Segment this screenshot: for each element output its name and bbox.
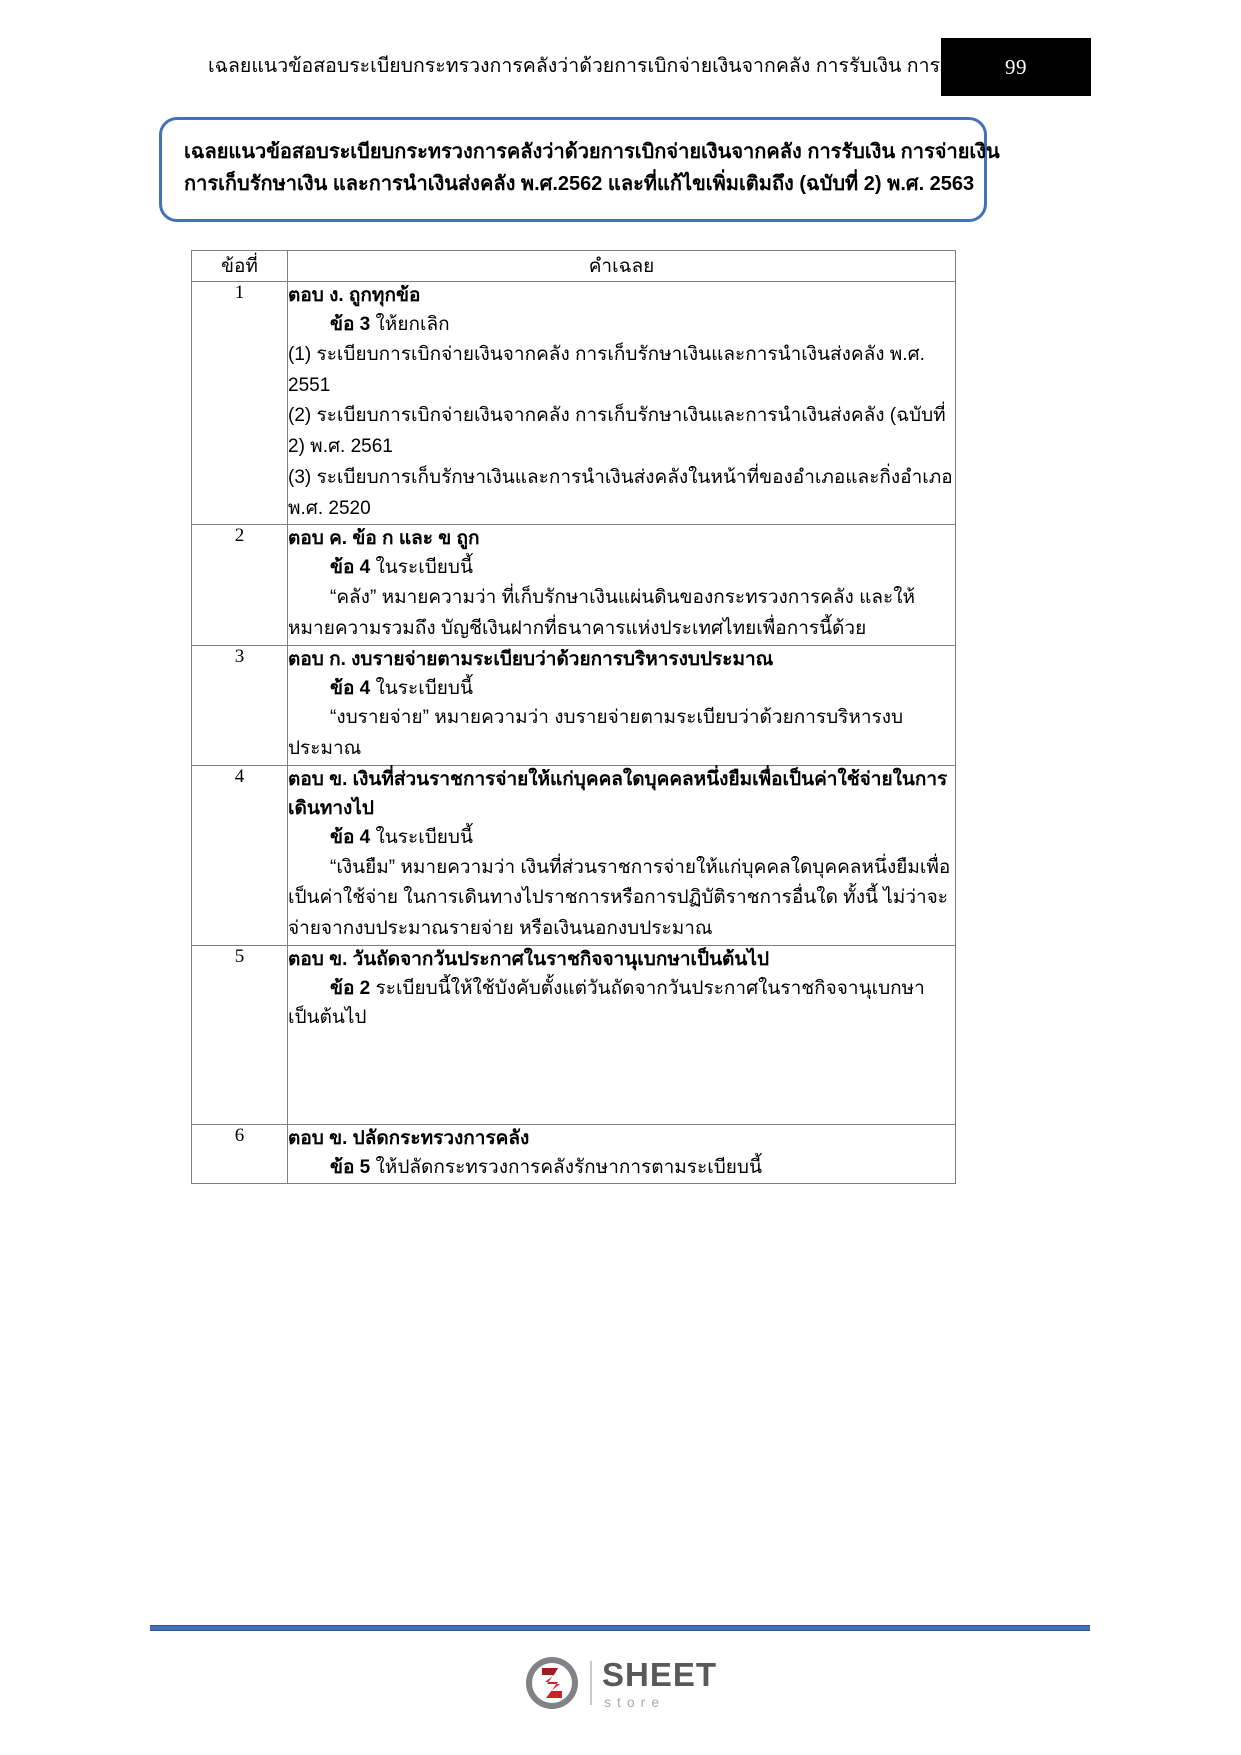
logo-primary-text: SHEET (601, 1655, 718, 1693)
table-row (192, 525, 956, 645)
answer-statement: ตอบ ข. ปลัดกระทรวงการคลัง (288, 1128, 530, 1150)
regulation-clause: ข้อ 2 (330, 977, 371, 999)
table-row (192, 645, 956, 765)
regulation-reference (288, 675, 955, 704)
answer-statement: ตอบ ข. เงินที่ส่วนราชการจ่ายให้แก่บุคคลใดบุคคลหนึ่งยืมเพื่อเป็นค่าใช้จ่ายในการเดินทางไป (288, 768, 948, 819)
regulation-clause-text: ในระเบียบนี้ (375, 826, 473, 848)
document-title-box (159, 117, 1000, 222)
row-answer-cell (288, 1125, 956, 1184)
logo-divider (590, 1661, 592, 1705)
regulation-reference (288, 311, 955, 340)
row-answer-cell (288, 945, 956, 1125)
sheet-store-logo-icon (524, 1655, 580, 1711)
regulation-clause: ข้อ 4 (330, 557, 371, 579)
answer-body-line: “เงินยืม” หมายความว่า เงินที่ส่วนราชการจ่ายให้แก่บุคคลใดบุคคลหนึ่งยืมเพื่อเป็นค่าใช้จ่าย ในการเดินทางไปราชการหรือการปฏิบัติราชการอื่นใด ทั้งนี้ ไม่ว่าจะจ่ายจากงบประมาณรายจ่าย หรือเงินนอกงบประมาณ (288, 856, 951, 940)
column-header-answer: คำเฉลย (288, 251, 956, 282)
document-title-line-2: การเก็บรักษาเงิน และการนำเงินส่งคลัง พ.ศ.2562 และที่แก้ไขเพิ่มเติมถึง (ฉบับที่ 2) พ.ศ. 2563 (184, 173, 975, 196)
row-item-number: 3 (192, 645, 288, 765)
running-header-title: เฉลยแนวข้อสอบระเบียบกระทรวงการคลังว่าด้วยการเบิกจ่ายเงินจากคลัง การรับเงิน การ (208, 55, 940, 77)
regulation-clause: ข้อ 3 (330, 313, 371, 335)
regulation-clause-text: ให้ปลัดกระทรวงการคลังรักษาการตามระเบียบนี้ (375, 1157, 762, 1179)
table-row (192, 765, 956, 945)
regulation-reference (288, 554, 955, 583)
row-item-number: 4 (192, 765, 288, 945)
answer-body-line: “คลัง” หมายความว่า ที่เก็บรักษาเงินแผ่นดินของกระทรวงการคลัง และให้หมายความรวมถึง บัญชีเงินฝากที่ธนาคารแห่งประเทศไทยเพื่อการนี้ด้วย (288, 587, 915, 639)
footer-divider-rule (150, 1625, 1090, 1631)
regulation-clause: ข้อ 5 (330, 1157, 371, 1179)
document-title-line-1: เฉลยแนวข้อสอบระเบียบกระทรวงการคลังว่าด้วยการเบิกจ่ายเงินจากคลัง การรับเงิน การจ่ายเงิน (184, 141, 1000, 163)
column-header-item-no: ข้อที่ (192, 251, 288, 282)
regulation-reference (288, 1154, 955, 1183)
table-header-row (192, 251, 956, 282)
regulation-reference (288, 975, 955, 1033)
table-row (192, 945, 956, 1125)
regulation-clause: ข้อ 4 (330, 826, 371, 848)
row-item-number: 6 (192, 1125, 288, 1184)
answer-statement: ตอบ ค. ข้อ ก และ ข ถูก (288, 528, 480, 550)
row-answer-cell (288, 645, 956, 765)
answer-body-line: “งบรายจ่าย” หมายความว่า งบรายจ่ายตามระเบียบว่าด้วยการบริหารงบประมาณ (288, 707, 904, 760)
regulation-clause-text: ในระเบียบนี้ (375, 677, 473, 699)
page-header (0, 0, 1241, 105)
logo-secondary-text: store (603, 1693, 666, 1710)
answer-statement: ตอบ ก. งบรายจ่ายตามระเบียบว่าด้วยการบริหารงบประมาณ (288, 648, 774, 670)
regulation-clause-text: ให้ยกเลิก (375, 313, 450, 335)
answer-key-table (191, 250, 956, 1184)
regulation-clause-text: ในระเบียบนี้ (375, 557, 473, 579)
answer-statement: ตอบ ข. วันถัดจากวันประกาศในราชกิจจานุเบกษาเป็นต้นไป (288, 948, 770, 970)
answer-body-line: (1) ระเบียบการเบิกจ่ายเงินจากคลัง การเก็บรักษาเงินและการนำเงินส่งคลัง พ.ศ. 2551 (288, 343, 925, 396)
regulation-clause-text: ระเบียบนี้ให้ใช้บังคับตั้งแต่วันถัดจากวันประกาศในราชกิจจานุเบกษาเป็นต้นไป (288, 977, 925, 1028)
row-answer-cell (288, 765, 956, 945)
row-item-number: 1 (192, 282, 288, 525)
table-row (192, 1125, 956, 1184)
page-number: 99 (1005, 54, 1027, 79)
row-answer-cell (288, 282, 956, 525)
logo-wordmark (601, 1655, 718, 1710)
answer-statement: ตอบ ง. ถูกทุกข้อ (288, 285, 421, 306)
page-number-box (941, 38, 1091, 96)
regulation-reference (288, 824, 955, 853)
row-answer-cell (288, 525, 956, 645)
answer-body-line: (3) ระเบียบการเก็บรักษาเงินและการนำเงินส่งคลังในหน้าที่ของอำเภอและกิ่งอำเภอ พ.ศ. 2520 (288, 466, 953, 519)
regulation-clause: ข้อ 4 (330, 677, 371, 699)
row-item-number: 2 (192, 525, 288, 645)
row-item-number: 5 (192, 945, 288, 1125)
footer-logo (0, 1655, 1241, 1711)
answer-body-line: (2) ระเบียบการเบิกจ่ายเงินจากคลัง การเก็บรักษาเงินและการนำเงินส่งคลัง (ฉบับที่ 2) พ.ศ. 2561 (288, 405, 946, 458)
table-row (192, 282, 956, 525)
